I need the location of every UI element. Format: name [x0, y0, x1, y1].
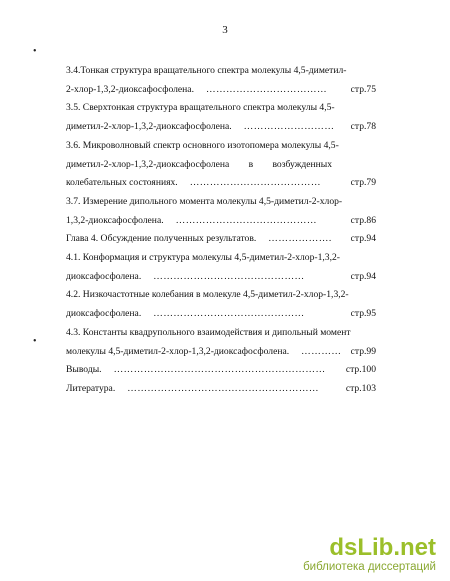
page-number: 3: [222, 24, 228, 36]
toc-entry-text: 2-хлор-1,3,2-диоксафосфолена. ………………………………: [66, 83, 328, 95]
toc-entry: [66, 193, 376, 230]
watermark-subtitle: библиотека диссертаций: [303, 561, 436, 573]
toc-entry-text: 4.2. Низкочастотные колебания в молекуле 4,5-диметил-2-хлор-1,3,2-: [66, 289, 349, 301]
toc-page-ref: стр.79: [350, 177, 376, 189]
toc-leader-dots: …………: [301, 345, 342, 357]
toc-page-ref: стр.95: [350, 308, 376, 320]
toc-leader-dots: …………………………………………………: [127, 382, 319, 394]
toc-entry-text: диоксафосфолена. ………………………………………: [66, 308, 305, 320]
toc-entry: [66, 137, 376, 193]
toc-leader-dots: ………………………: [243, 121, 335, 133]
toc-leader-dots: ………………………………: [205, 83, 328, 95]
margin-bullet-top: •: [33, 46, 37, 57]
toc-entry-text: Глава 4. Обсуждение полученных результатов. ……………….: [66, 233, 332, 245]
toc-entry-text: Литература. …………………………………………………: [66, 382, 319, 394]
toc-page-ref: стр.78: [350, 121, 376, 133]
toc-entry-text: 4.3. Константы квадрупольного взаимодействия и дипольный момент: [66, 326, 351, 338]
toc-leader-dots: …………………………………: [189, 177, 321, 189]
toc-page-ref: стр.86: [350, 214, 376, 226]
margin-bullet-bottom: •: [33, 336, 37, 347]
toc-entry: [66, 62, 376, 99]
toc-leader-dots: ………………………………………………………: [113, 364, 326, 376]
toc-page-ref: стр.103: [345, 382, 376, 394]
toc-entry-text: колебательных состояниях. …………………………………: [66, 177, 321, 189]
toc-leader-dots: ………………………………………: [153, 270, 305, 282]
toc-entry-text: диметил-2-хлор-1,3,2-диоксафосфолена. ………………………: [66, 121, 335, 133]
toc-entry-text: 3.4.Тонкая структура вращательного спектра молекулы 4,5-диметил-: [66, 65, 347, 76]
toc-leader-dots: ……………………………………: [175, 214, 317, 226]
toc-entry-text: молекулы 4,5-диметил-2-хлор-1,3,2-диоксафосфолена. …………: [66, 345, 342, 357]
toc-page-ref: стр.100: [345, 364, 376, 376]
toc-entry-text: диметил-2-хлор-1,3,2-диоксафосфолена в возбужденных: [66, 158, 332, 170]
toc-entry-text: 1,3,2-диоксафосфолена. ……………………………………: [66, 214, 317, 226]
toc-entry-text: Выводы. ………………………………………………………: [66, 364, 326, 376]
toc-leader-dots: ……………….: [268, 233, 332, 245]
toc-entry: [66, 361, 376, 380]
toc-entry-text: 3.6. Микроволновый спектр основного изотопомера молекулы 4,5-: [66, 139, 339, 151]
watermark-logo: dsLib.net: [329, 534, 436, 561]
toc-entry: [66, 249, 376, 286]
toc-page-ref: стр.94: [350, 233, 376, 245]
toc-entry-text: 3.5. Сверхтонкая структура вращательного спектра молекулы 4,5-: [66, 102, 335, 114]
toc-page-ref: стр.75: [350, 83, 376, 95]
toc-page-ref: стр.94: [350, 270, 376, 282]
toc-entry: [66, 99, 376, 136]
table-of-contents: [66, 62, 376, 399]
toc-entry: [66, 286, 376, 323]
toc-entry-text: 3.7. Измерение дипольного момента молекулы 4,5-диметил-2-хлор-: [66, 195, 343, 207]
toc-entry-text: диоксафосфолена. ………………………………………: [66, 270, 305, 282]
watermark: [303, 535, 436, 573]
toc-entry: [66, 324, 376, 361]
toc-leader-dots: ………………………………………: [153, 308, 305, 320]
toc-page-ref: стр.99: [350, 345, 376, 357]
toc-entry: [66, 380, 376, 399]
toc-entry: [66, 230, 376, 249]
toc-entry-text: 4.1. Конформация и структура молекулы 4,5-диметил-2-хлор-1,3,2-: [66, 252, 340, 264]
